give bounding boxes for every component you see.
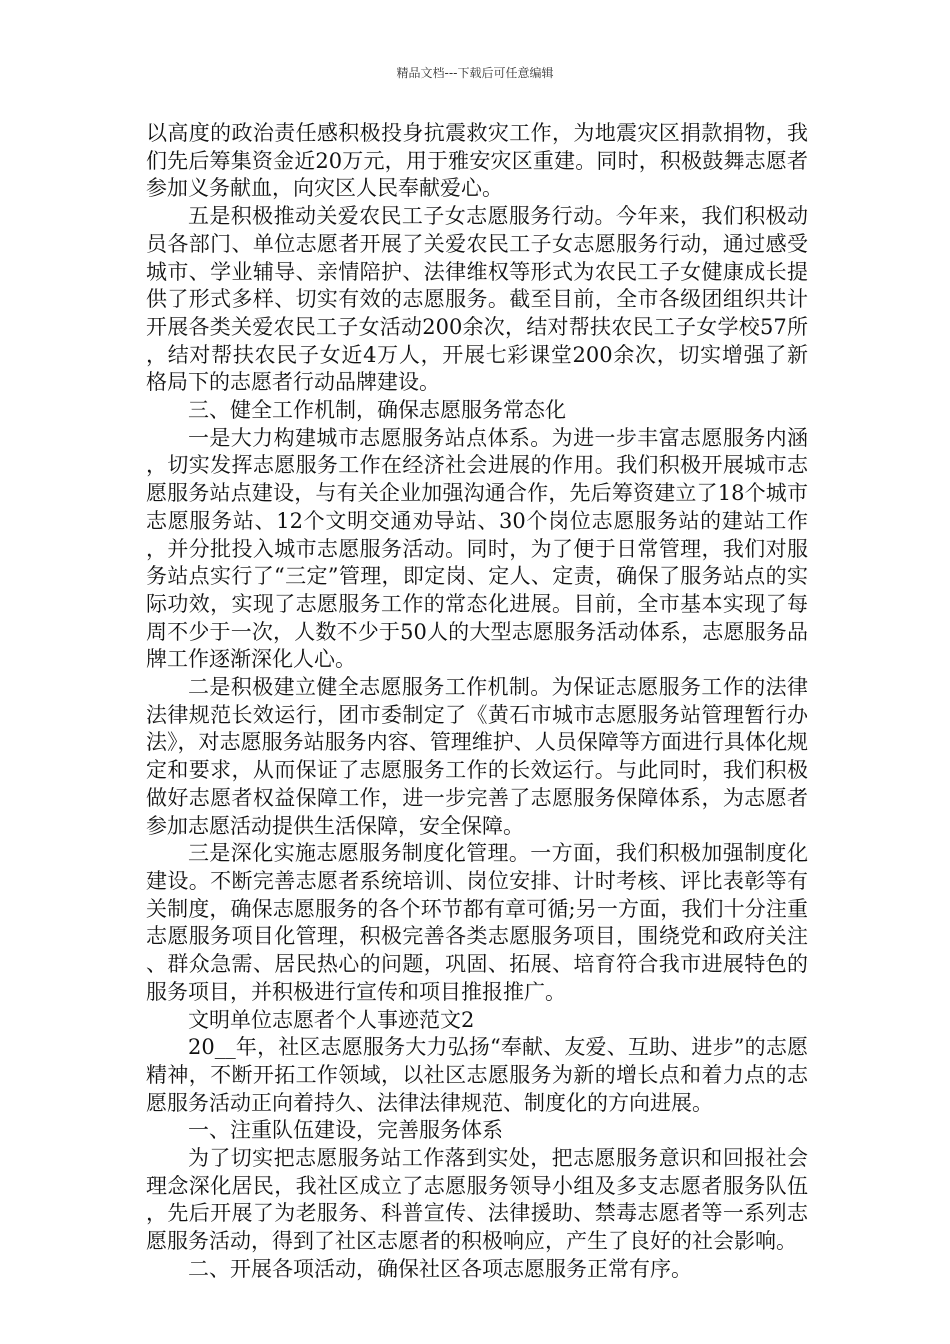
section-heading: 三、健全工作机制，确保志愿服务常态化 xyxy=(188,398,566,423)
paragraph: 20__年，社区志愿服务大力弘扬“奉献、友爱、互助、进步”的志愿精神，不断开拓工作领域，以社区志愿服务为新的增长点和着力点的志愿服务活动正向着持久、法律法律规范、制度化的方向进展。 xyxy=(146,1035,808,1115)
paragraph: 二是积极建立健全志愿服务工作机制。为保证志愿服务工作的法律法律规范长效运行，团市委制定了《黄石市城市志愿服务站管理暂行办法》，对志愿服务站服务内容、管理维护、人员保障等方面进行具体化规定和要求，从而保证了志愿服务工作的长效运行。与此同时，我们积极做好志愿者权益保障工作，进一步完善了志愿服务保障体系，为志愿者参加志愿活动提供生活保障，安全保障。 xyxy=(146,675,808,838)
document-body xyxy=(146,120,808,1284)
paragraph: 以高度的政治责任感积极投身抗震救灾工作，为地震灾区捐款捐物，我们先后筹集资金近20万元，用于雅安灾区重建。同时，积极鼓舞志愿者参加义务献血，向灾区人民奉献爱心。 xyxy=(146,121,808,201)
paragraph: 三是深化实施志愿服务制度化管理。一方面，我们积极加强制度化建设。不断完善志愿者系统培训、岗位安排、计时考核、评比表彰等有关制度，确保志愿服务的各个环节都有章可循;另一方面，我们十分注重志愿服务项目化管理，积极完善各类志愿服务项目，围绕党和政府关注、群众急需、居民热心的问题，巩固、拓展、培育符合我市进展特色的服务项目，并积极进行宣传和项目推报推广。 xyxy=(146,841,808,1004)
article-title: 文明单位志愿者个人事迹范文2 xyxy=(188,1007,475,1032)
section-heading: 二、开展各项活动，确保社区各项志愿服务正常有序。 xyxy=(188,1256,692,1281)
paragraph: 为了切实把志愿服务站工作落到实处，把志愿服务意识和回报社会理念深化居民，我社区成立了志愿服务领导小组及多支志愿者服务队伍，先后开展了为老服务、科普宣传、法律援助、禁毒志愿者等一系列志愿服务活动，得到了社区志愿者的积极响应，产生了良好的社会影响。 xyxy=(146,1146,808,1254)
section-heading: 一、注重队伍建设，完善服务体系 xyxy=(188,1118,503,1143)
paragraph: 五是积极推动关爱农民工子女志愿服务行动。今年来，我们积极动员各部门、单位志愿者开展了关爱农民工子女志愿服务行动，通过感受城市、学业辅导、亲情陪护、法律维权等形式为农民工子女健康成长提供了形式多样、切实有效的志愿服务。截至目前，全市各级团组织共计开展各类关爱农民工子女活动200余次，结对帮扶农民工子女学校57所，结对帮扶农民子女近4万人，开展七彩课堂200余次，切实增强了新格局下的志愿者行动品牌建设。 xyxy=(146,204,808,395)
paragraph: 一是大力构建城市志愿服务站点体系。为进一步丰富志愿服务内涵，切实发挥志愿服务工作在经济社会进展的作用。我们积极开展城市志愿服务站点建设，与有关企业加强沟通合作，先后筹资建立了18个城市志愿服务站、12个文明交通劝导站、30个岗位志愿服务站的建站工作，并分批投入城市志愿服务活动。同时，为了便于日常管理，我们对服务站点实行了“三定”管理，即定岗、定人、定责，确保了服务站点的实际功效，实现了志愿服务工作的常态化进展。目前，全市基本实现了每周不少于一次，人数不少于50人的大型志愿服务活动体系，志愿服务品牌工作逐渐深化人心。 xyxy=(146,425,808,672)
page-header-note: 精品文档---下载后可任意编辑 xyxy=(396,66,554,80)
